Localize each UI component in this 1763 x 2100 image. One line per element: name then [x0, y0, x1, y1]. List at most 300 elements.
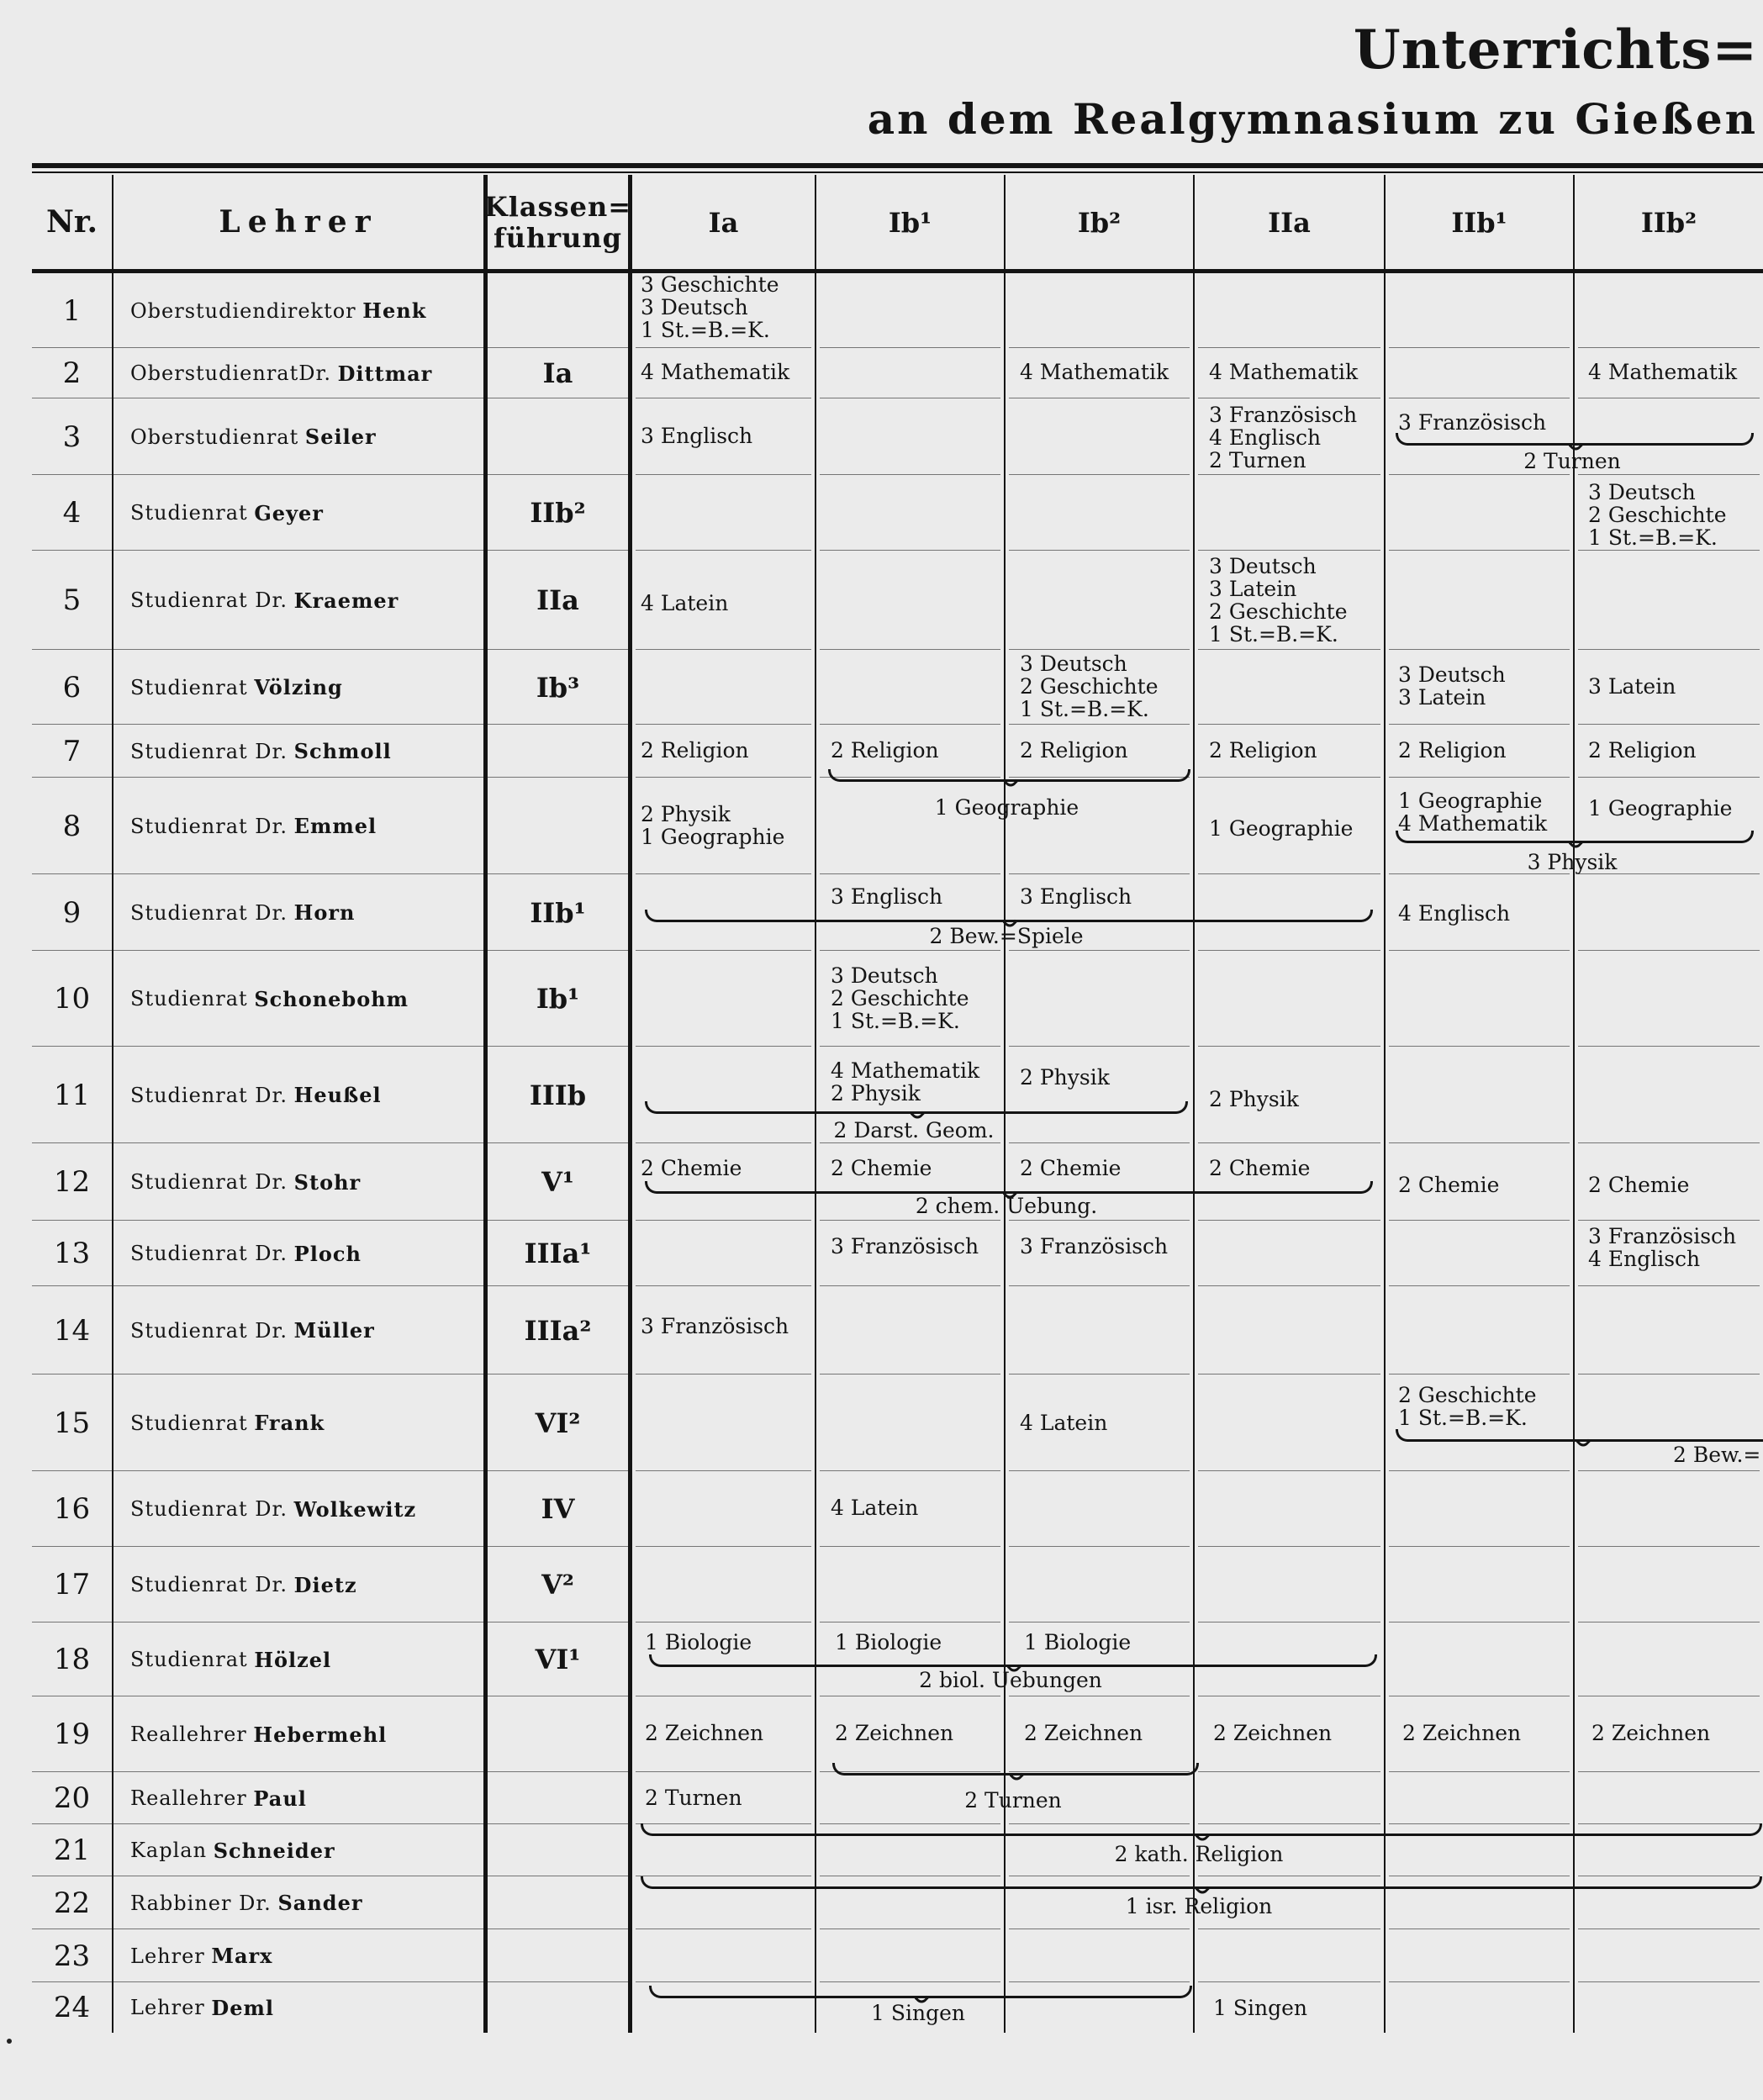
row-separator — [1389, 1285, 1570, 1286]
subject-r13-iib2: 3 Französisch 4 Englisch — [1588, 1224, 1737, 1271]
row-separator — [1009, 1142, 1190, 1143]
teacher-rank: Studienrat Dr. — [130, 1083, 288, 1107]
span-brace-r11 — [645, 1101, 1188, 1114]
teacher-rank: Lehrer — [130, 1944, 205, 1968]
name-spacer — [288, 1170, 294, 1194]
row-separator — [1389, 950, 1570, 951]
row-separator — [1578, 1771, 1760, 1772]
subject-r7-iib1: 2 Religion — [1398, 738, 1507, 762]
subject-r18-ib1: 1 Biologie — [835, 1630, 942, 1654]
top-rule-thin — [32, 171, 1763, 173]
subject-r7-iia: 2 Religion — [1209, 738, 1317, 762]
teacher-name — [130, 1824, 483, 1876]
header-class-iia: IIa — [1268, 206, 1311, 239]
row-separator — [1009, 1981, 1190, 1982]
name-spacer — [331, 361, 338, 385]
subject-r6-ib2: 3 Deutsch 2 Geschichte 1 St.=B.=K. — [1020, 652, 1159, 721]
span-label-r3: 2 Turnen — [1523, 449, 1621, 473]
name-spacer — [288, 1497, 294, 1521]
subject-r5-iia: 3 Deutsch 3 Latein 2 Geschichte 1 St.=B.=K. — [1209, 554, 1348, 646]
teacher-klasse — [488, 398, 628, 475]
teacher-rank: Studienrat — [130, 1648, 248, 1671]
name-spacer — [205, 1996, 212, 2019]
row-separator — [1578, 1285, 1760, 1286]
teacher-name — [130, 1622, 483, 1696]
row-separator — [1578, 1546, 1760, 1547]
teacher-name — [130, 1547, 483, 1622]
row-separator — [1009, 550, 1190, 551]
teacher-name — [130, 874, 483, 951]
teacher-klasse: IIb¹ — [530, 896, 586, 929]
row-separator — [636, 724, 811, 725]
teacher-nr: 9 — [62, 895, 82, 930]
title-line-1: Unterrichts= — [1353, 18, 1758, 82]
teacher-nr: 3 — [62, 419, 82, 454]
span-brace-r3 — [1396, 433, 1754, 446]
subject-r7-ia: 2 Religion — [641, 738, 749, 762]
teacher-surname: Hebermehl — [253, 1722, 388, 1747]
row-separator — [820, 1546, 1000, 1547]
row-separator — [1389, 1771, 1570, 1772]
row-separator — [1198, 649, 1380, 650]
row-separator — [1009, 649, 1190, 650]
header-nr: Nr. — [45, 204, 98, 240]
row-separator — [1198, 777, 1380, 778]
teacher-klasse: Ib¹ — [536, 983, 580, 1015]
subject-r19-ib2: 2 Zeichnen — [1024, 1721, 1143, 1745]
row-separator — [1009, 950, 1190, 951]
row-separator — [1578, 649, 1760, 650]
row-separator — [1198, 1220, 1380, 1221]
name-spacer — [288, 1084, 294, 1107]
span-brace-r18 — [649, 1654, 1377, 1667]
row-separator — [636, 1546, 811, 1547]
subject-r9-iib1: 4 Englisch — [1398, 901, 1511, 926]
teacher-name — [130, 1143, 483, 1221]
row-separator — [1198, 1142, 1380, 1143]
subject-r18-ia: 1 Biologie — [645, 1630, 752, 1654]
span-brace-r15 — [1396, 1429, 1763, 1442]
span-label-r22: 1 isr. Religion — [1125, 1894, 1273, 1918]
teacher-name — [130, 1221, 483, 1286]
name-spacer — [272, 1892, 278, 1915]
row-separator — [820, 347, 1000, 348]
col-line-iia — [1384, 175, 1386, 2033]
header-class-ib1: Ib¹ — [888, 206, 932, 239]
teacher-surname: Henk — [362, 298, 427, 323]
name-spacer — [288, 1573, 294, 1596]
row-separator — [636, 873, 811, 874]
teacher-rank: Reallehrer — [130, 1723, 247, 1746]
subject-r8-iib2: 1 Geographie — [1588, 796, 1733, 820]
teacher-surname: Sander — [277, 1891, 363, 1915]
teacher-name — [130, 1696, 483, 1772]
teacher-name — [130, 1047, 483, 1143]
subject-r11-iia: 2 Physik — [1209, 1087, 1299, 1111]
teacher-surname: Kraemer — [293, 588, 399, 613]
teacher-klasse — [488, 1824, 628, 1876]
span-label-r8-phys: 3 Physik — [1527, 850, 1618, 874]
teacher-rank: OberstudienratDr. — [130, 361, 331, 385]
teacher-klasse — [488, 1876, 628, 1929]
row-separator — [1009, 724, 1190, 725]
row-separator — [820, 1285, 1000, 1286]
row-separator — [1389, 1046, 1570, 1047]
teacher-surname: Schonebohm — [254, 986, 409, 1011]
subject-r6-iib2: 3 Latein — [1588, 674, 1676, 699]
name-spacer — [247, 1723, 254, 1746]
teacher-name — [130, 650, 483, 725]
subject-r20-ia: 2 Turnen — [645, 1786, 742, 1810]
span-label-r20: 2 Turnen — [964, 1788, 1062, 1812]
teacher-klasse — [488, 1772, 628, 1824]
teacher-klasse: IIa — [536, 584, 579, 616]
subject-r19-ia: 2 Zeichnen — [645, 1721, 764, 1745]
teacher-surname: Müller — [293, 1318, 375, 1343]
row-separator — [636, 1142, 811, 1143]
row-separator — [1009, 1546, 1190, 1547]
subject-r16-ib1: 4 Latein — [831, 1496, 919, 1520]
row-separator — [820, 1220, 1000, 1221]
row-separator — [636, 474, 811, 475]
row-separator — [636, 1046, 811, 1047]
teacher-name — [130, 551, 483, 650]
teacher-surname: Horn — [293, 900, 356, 925]
subject-r2-iib2: 4 Mathematik — [1588, 360, 1738, 384]
teacher-nr: 18 — [53, 1643, 91, 1676]
subject-r3-ia: 3 Englisch — [641, 424, 753, 448]
row-separator — [1198, 1546, 1380, 1547]
teacher-nr: 22 — [53, 1886, 91, 1920]
row-separator — [1198, 1046, 1380, 1047]
teacher-rank: Studienrat — [130, 987, 248, 1010]
name-spacer — [288, 740, 294, 763]
span-brace-r21 — [641, 1823, 1762, 1836]
row-separator — [1578, 1142, 1760, 1143]
teacher-nr: 10 — [53, 982, 91, 1016]
subject-r10-ib1: 3 Deutsch 2 Geschichte 1 St.=B.=K. — [831, 963, 969, 1033]
row-separator — [636, 1285, 811, 1286]
subject-r19-ib1: 2 Zeichnen — [835, 1721, 954, 1745]
span-label-r21: 2 kath. Religion — [1114, 1842, 1284, 1866]
row-separator — [1009, 1470, 1190, 1471]
subject-r15-ib2: 4 Latein — [1020, 1411, 1108, 1435]
teacher-klasse — [488, 1982, 628, 2033]
span-brace-r8-phys — [1396, 831, 1754, 843]
subject-r19-iib1: 2 Zeichnen — [1402, 1721, 1522, 1745]
subject-r2-ib2: 4 Mathematik — [1020, 360, 1169, 384]
teacher-klasse: Ib³ — [536, 671, 580, 704]
subject-r24-iia: 1 Singen — [1213, 1996, 1307, 2020]
row-separator — [1009, 873, 1190, 874]
teacher-nr: 23 — [53, 1939, 91, 1973]
row-separator — [1198, 724, 1380, 725]
teacher-nr: 6 — [62, 670, 82, 704]
row-separator — [1389, 1470, 1570, 1471]
teacher-nr: 24 — [53, 1991, 91, 2024]
row-separator — [1578, 550, 1760, 551]
name-spacer — [248, 1648, 255, 1671]
row-separator — [636, 649, 811, 650]
teacher-name — [130, 348, 483, 398]
header-lehrer: Lehrer — [219, 204, 378, 240]
teacher-surname: Frank — [254, 1411, 325, 1435]
top-rule-thick — [32, 163, 1763, 168]
span-label-r9: 2 Bew.=Spiele — [929, 924, 1084, 948]
row-separator — [820, 649, 1000, 650]
row-separator — [1578, 1981, 1760, 1982]
row-separator — [1198, 1470, 1380, 1471]
subject-r12-iia: 2 Chemie — [1209, 1156, 1311, 1180]
span-label-r24: 1 Singen — [871, 2001, 965, 2025]
subject-r19-iib2: 2 Zeichnen — [1591, 1721, 1711, 1745]
row-separator — [820, 550, 1000, 551]
teacher-surname: Deml — [211, 1995, 274, 2020]
span-label-r11: 2 Darst. Geom. — [833, 1118, 995, 1142]
span-brace-r12 — [645, 1181, 1373, 1194]
teacher-klasse: IIb² — [530, 497, 586, 529]
header-class-iib1: IIb¹ — [1451, 206, 1507, 239]
subject-r15-iib1: 2 Geschichte 1 St.=B.=K. — [1398, 1383, 1537, 1430]
subject-r9-ib2: 3 Englisch — [1020, 884, 1132, 909]
subject-r13-ib1: 3 Französisch — [831, 1234, 979, 1258]
subject-r7-iib2: 2 Religion — [1588, 738, 1697, 762]
subject-r7-ib1: 2 Religion — [831, 738, 939, 762]
teacher-klasse: VI¹ — [535, 1644, 581, 1675]
teacher-nr: 11 — [53, 1078, 91, 1112]
row-separator — [636, 1771, 811, 1772]
subject-r4-iib2: 3 Deutsch 2 Geschichte 1 St.=B.=K. — [1588, 480, 1727, 550]
row-separator — [1198, 873, 1380, 874]
teacher-nr: 19 — [53, 1717, 91, 1751]
row-separator — [636, 347, 811, 348]
row-separator — [636, 1470, 811, 1471]
teacher-surname: Schneider — [213, 1838, 335, 1863]
row-separator — [1389, 1142, 1570, 1143]
teacher-surname: Schmoll — [293, 739, 392, 763]
teacher-name — [130, 1286, 483, 1374]
title-line-2: an dem Realgymnasium zu Gießen — [867, 94, 1758, 144]
teacher-klasse: IIIb — [529, 1079, 587, 1111]
name-spacer — [288, 815, 294, 838]
row-separator — [1389, 777, 1570, 778]
teacher-rank: Studienrat — [130, 675, 248, 699]
margin-dot — [7, 2039, 12, 2044]
teacher-nr: 12 — [53, 1165, 91, 1199]
teacher-klasse — [488, 725, 628, 778]
row-separator — [1578, 347, 1760, 348]
teacher-nr: 13 — [53, 1237, 91, 1270]
teacher-surname: Dittmar — [337, 361, 433, 386]
teacher-surname: Paul — [253, 1786, 307, 1811]
teacher-klasse — [488, 1929, 628, 1982]
teacher-nr: 5 — [62, 583, 82, 617]
subject-r8-ia: 2 Physik 1 Geographie — [641, 802, 785, 849]
teacher-rank: Oberstudienrat — [130, 425, 299, 449]
teacher-surname: Seiler — [304, 425, 377, 449]
teacher-nr: 4 — [62, 496, 82, 530]
subject-r8-iia: 1 Geographie — [1209, 816, 1354, 841]
teacher-surname: Heußel — [293, 1083, 382, 1107]
teacher-name — [130, 1374, 483, 1471]
name-spacer — [356, 299, 363, 323]
row-separator — [820, 474, 1000, 475]
teacher-rank: Studienrat Dr. — [130, 900, 288, 925]
teacher-klasse: IIIa² — [524, 1314, 592, 1347]
subject-r19-iia: 2 Zeichnen — [1213, 1721, 1333, 1745]
row-separator — [636, 1220, 811, 1221]
row-separator — [1389, 649, 1570, 650]
teacher-klasse: V² — [541, 1569, 574, 1601]
row-separator — [820, 1470, 1000, 1471]
row-separator — [1578, 724, 1760, 725]
teacher-klasse — [488, 778, 628, 874]
subject-r12-iib2: 2 Chemie — [1588, 1173, 1690, 1197]
teacher-name — [130, 398, 483, 475]
teacher-nr: 21 — [53, 1834, 91, 1867]
teacher-rank: Studienrat — [130, 1411, 248, 1435]
subject-r3-iib1: 3 Französisch — [1398, 410, 1547, 435]
row-separator — [1578, 1470, 1760, 1471]
row-separator — [1389, 550, 1570, 551]
teacher-rank: Studienrat Dr. — [130, 1497, 288, 1521]
teacher-name — [130, 778, 483, 874]
subject-r12-ia: 2 Chemie — [641, 1156, 742, 1180]
teacher-name — [130, 273, 483, 348]
teacher-klasse: IIIa¹ — [524, 1237, 592, 1269]
row-separator — [1198, 1285, 1380, 1286]
header-class-ia: Ia — [708, 206, 739, 239]
row-separator — [1389, 1981, 1570, 1982]
subject-r14-ia: 3 Französisch — [641, 1314, 789, 1338]
teacher-name — [130, 1876, 483, 1929]
teacher-rank: Kaplan — [130, 1839, 208, 1862]
header-klassenfuehrung — [483, 177, 632, 269]
subject-r9-ib1: 3 Englisch — [831, 884, 943, 909]
teacher-rank: Lehrer — [130, 1996, 205, 2019]
row-separator — [1198, 950, 1380, 951]
row-separator — [636, 777, 811, 778]
teacher-nr: 8 — [62, 809, 82, 843]
row-separator — [636, 550, 811, 551]
row-separator — [1578, 777, 1760, 778]
name-spacer — [247, 1786, 254, 1810]
row-separator — [820, 1046, 1000, 1047]
span-label-r18: 2 biol. Uebungen — [919, 1668, 1102, 1692]
row-separator — [1578, 950, 1760, 951]
name-spacer — [207, 1839, 214, 1862]
row-separator — [1578, 474, 1760, 475]
teacher-rank: Studienrat Dr. — [130, 1318, 288, 1343]
header-class-ib2: Ib² — [1077, 206, 1122, 239]
row-separator — [1009, 347, 1190, 348]
teacher-surname: Marx — [211, 1944, 273, 1968]
subject-r2-ia: 4 Mathematik — [641, 360, 790, 384]
col-line-klasse — [628, 175, 632, 2033]
teacher-surname: Stohr — [293, 1169, 362, 1195]
teacher-name — [130, 475, 483, 551]
row-separator — [820, 873, 1000, 874]
span-brace-r20 — [832, 1763, 1199, 1776]
subject-r5-ia: 4 Latein — [641, 591, 729, 615]
span-label-r8-geo: 1 Geographie — [934, 795, 1079, 820]
span-brace-r24 — [649, 1986, 1192, 1998]
row-separator — [1009, 1046, 1190, 1047]
row-separator — [636, 950, 811, 951]
teacher-name — [130, 951, 483, 1047]
header-klassenfuehrung-line2: führung — [493, 222, 623, 254]
name-spacer — [248, 1411, 255, 1435]
row-separator — [1009, 1285, 1190, 1286]
row-separator — [1578, 1220, 1760, 1221]
teacher-rank: Studienrat Dr. — [130, 1573, 288, 1596]
name-spacer — [288, 588, 294, 612]
row-separator — [820, 1981, 1000, 1982]
col-line-nr — [112, 175, 113, 2033]
teacher-nr: 7 — [62, 734, 82, 768]
row-separator — [820, 950, 1000, 951]
row-separator — [1009, 474, 1190, 475]
subject-r12-ib1: 2 Chemie — [831, 1156, 932, 1180]
teacher-nr: 1 — [62, 293, 82, 328]
subject-r18-ib2: 1 Biologie — [1024, 1630, 1132, 1654]
row-separator — [1389, 1546, 1570, 1547]
teacher-klasse: V¹ — [541, 1166, 574, 1198]
teacher-rank: Studienrat Dr. — [130, 739, 288, 763]
teacher-name — [130, 1929, 483, 1982]
teacher-surname: Völzing — [254, 675, 343, 699]
name-spacer — [248, 501, 255, 525]
row-separator — [1198, 1771, 1380, 1772]
teacher-nr: 17 — [53, 1568, 91, 1601]
name-spacer — [298, 425, 305, 449]
subject-r2-iia: 4 Mathematik — [1209, 360, 1359, 384]
teacher-nr: 2 — [62, 356, 82, 390]
teacher-rank: Studienrat — [130, 501, 248, 525]
col-line-ib2 — [1193, 175, 1195, 2033]
teacher-rank: Studienrat Dr. — [130, 814, 288, 838]
row-separator — [1389, 347, 1570, 348]
name-spacer — [205, 1944, 212, 1968]
span-brace-r9 — [645, 910, 1373, 922]
teacher-surname: Geyer — [254, 500, 324, 525]
row-separator — [1578, 1046, 1760, 1047]
teacher-klasse: IV — [541, 1493, 575, 1525]
teacher-nr: 16 — [53, 1492, 91, 1526]
name-spacer — [288, 1319, 294, 1343]
row-separator — [1198, 550, 1380, 551]
teacher-klasse: VI² — [535, 1406, 581, 1439]
teacher-surname: Hölzel — [254, 1647, 332, 1672]
row-separator — [1389, 724, 1570, 725]
row-separator — [820, 1142, 1000, 1143]
subject-r13-ib2: 3 Französisch — [1020, 1234, 1169, 1258]
teacher-klasse: Ia — [542, 357, 573, 389]
header-class-iib2: IIb² — [1640, 206, 1697, 239]
row-separator — [1198, 1981, 1380, 1982]
teacher-name — [130, 1772, 483, 1824]
teacher-surname: Ploch — [293, 1241, 362, 1266]
subject-r6-iib1: 3 Deutsch 3 Latein — [1398, 662, 1506, 710]
span-brace-r8-geo — [828, 769, 1190, 782]
row-separator — [1009, 1220, 1190, 1221]
row-separator — [1198, 347, 1380, 348]
teacher-rank: Reallehrer — [130, 1786, 247, 1810]
subject-r12-ib2: 2 Chemie — [1020, 1156, 1122, 1180]
teacher-nr: 15 — [53, 1406, 91, 1440]
subject-r12-iib1: 2 Chemie — [1398, 1173, 1500, 1197]
name-spacer — [288, 1242, 294, 1265]
